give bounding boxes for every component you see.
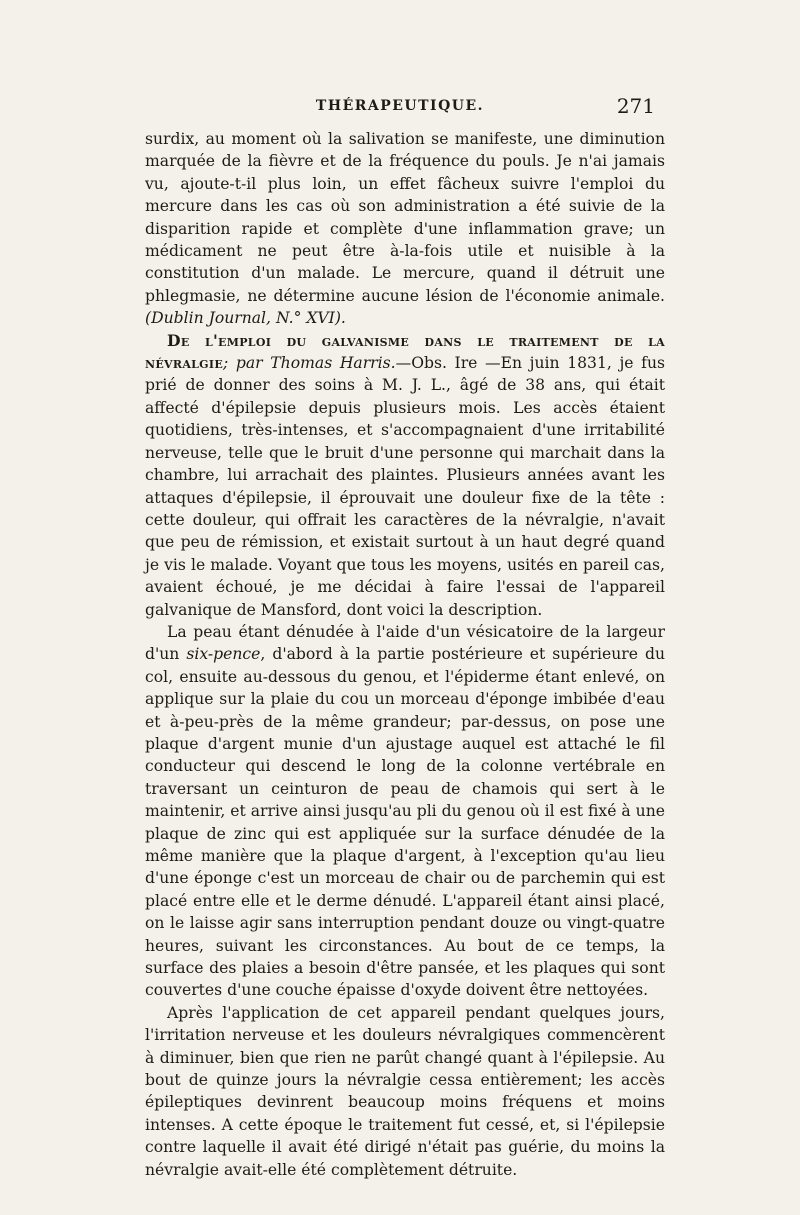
page-number: 271 <box>616 94 655 118</box>
paragraph-3-italic: six-pence <box>186 645 261 664</box>
citation: (Dublin Journal, N.° XVI). <box>145 309 346 328</box>
section-heading: De l'emploi du galvanisme dans le traitement de la névralgie <box>145 330 665 373</box>
paragraph-3-text-before: La peau étant dénudée à l'aide d'un vésicatoire de la largeur d'un <box>145 622 665 664</box>
paragraph-3-text-after: , d'abord à la partie postérieure et supérieure du col, ensuite au-dessous du genou, et l'épiderme étant enlevé, on applique sur la plaie du cou un morceau d'éponge imbibée d'eau et à-peu-près de la même grandeur; par-dessus, on pose une plaque d'argent munie d'un ajustage auquel est attaché le fil conducteur qui descend le long de la colonne vertébrale en traversant un ceinturon de peau de chamois qui sert à le maintenir, et arrive ainsi jusqu'au pli du genou où il est fixé à une plaque de zinc qui est appliquée sur la surface dénudée de la même manière que la plaque d'argent, à l'exception qu'au lieu d'une éponge c'est un morceau de chair ou de parchemin qui est placé entre elle et le derme dénudé. L'appareil étant ainsi placé, on le laisse agir sans interruption pendant douze ou vingt-quatre heures, suivant les circonstances. Au bout de ce temps, la surface des plaies a besoin d'être pansée, et les plaques qui sont couvertes d'une couche épaisse d'oxyde doivent être nettoyées. <box>145 645 665 1000</box>
page-header <box>145 94 655 124</box>
paragraph-4-text: Après l'application de cet appareil pendant quelques jours, l'irritation nerveuse et les douleurs névralgiques commencèrent à diminuer, bien que rien ne parût changé quant à l'épilepsie. Au bout de quinze jours la névralgie cessa entièrement; les accès épileptiques devinrent beaucoup moins fréquens et moins intenses. A cette époque le traitement fut cessé, et, si l'épilepsie contre laquelle il avait été dirigé n'était pas guérie, du moins la névralgie avait-elle été complètement détruite. <box>145 1003 665 1179</box>
body-text <box>145 128 665 1181</box>
paragraph-1 <box>145 128 665 330</box>
paragraph-2 <box>145 330 665 621</box>
paragraph-2-text: —Obs. Ire —En juin 1831, je fus prié de donner des soins à M. J. L., âgé de 38 ans, qui était affecté d'épilepsie depuis plusieurs mois. Les accès étaient quotidiens, très-intenses, et s'accompagnaient d'une irritabilité nerveuse, telle que le bruit d'une personne qui marchait dans la chambre, lui arrachait des plaintes. Plusieurs années avant les attaques d'épilepsie, il éprouvait une douleur fixe de la tête : cette douleur, qui offrait les caractères de la névralgie, n'avait que peu de rémission, et existait surtout à un haut degré quand je vis le malade. Voyant que tous les moyens, usités en pareil cas, avaient échoué, je me décidai à faire l'essai de l'appareil galvanique de Mansford, dont voici la description. <box>145 354 665 619</box>
paragraph-4 <box>145 1002 665 1181</box>
paragraph-3 <box>145 621 665 1002</box>
author-name: Thomas Harris. <box>270 354 396 373</box>
paragraph-1-text: surdix, au moment où la salivation se manifeste, une diminution marquée de la fièvre et de la fréquence du pouls. Je n'ai jamais vu, ajoute-t-il plus loin, un effet fâcheux suivre l'emploi du mercure dans les cas où son administration a été suivie de la disparition rapide et complète d'une inflammation grave; un médicament ne peut être à-la-fois utile et nuisible à la constitution d'un malade. Le mercure, quand il détruit une phlegmasie, ne détermine aucune lésion de l'économie animale. <box>145 130 665 305</box>
running-title: THÉRAPEUTIQUE. <box>315 98 485 114</box>
byline-prefix: ; par <box>223 354 263 373</box>
